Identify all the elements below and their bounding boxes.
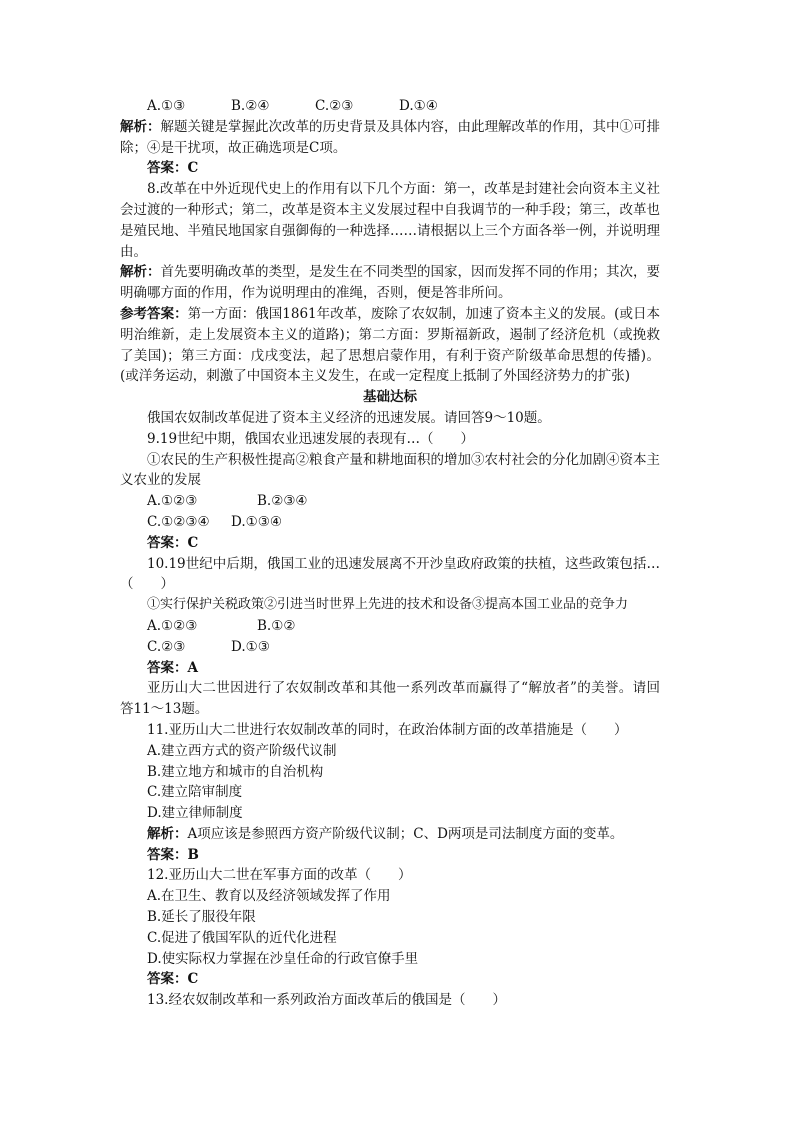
q11-option-b: B.建立地方和城市的自治机构 [147,763,324,780]
analysis-label: 解析： [120,118,161,135]
analysis-text: 解题关键是掌握此次改革的历史背景及具体内容，由此理解改革的作用，其中①可排除；④是干扰项，故正确选项是C项。 [120,118,660,156]
q12-answer: 答案：C [147,971,199,988]
q7-options [120,96,660,117]
q8-stem: 8.改革在中外近现代史上的作用有以下几个方面：第一，改革是封建社会向资本主义社会过渡的一种形式；第二，改革是资本主义发展过程中自我调节的一种手段；第三，改革也是殖民地、半殖民地国家自强御侮的一种选择……请根据以上三个方面各举一例，并说明理由。 [120,181,660,260]
option-c: C.②③ [147,638,186,655]
q10-options-ab [120,616,660,637]
q7-analysis [120,117,660,159]
intro-11-13: 亚历山大二世因进行了农奴制改革和其他一系列改革而赢得了“解放者”的美誉。请回答11～13题。 [120,680,660,718]
q11-option-d: D.建立律师制度 [147,805,243,822]
reference-answer-text: 第一方面：俄国1861年改革，废除了农奴制，加速了资本主义的发展。(或日本明治维新，走上发展资本主义的道路)；第二方面：罗斯福新政，遏制了经济危机（或挽救了美国)；第三方面：戊戌变法，起了思想启蒙作用，有利于资产阶级革命思想的传播)。(或洋务运动，刺激了中国资本主义发生，在或一定程度上抵制了外国经济势力的扩张) [120,305,661,385]
q10-stem: 10.19世纪中后期，俄国工业的迅速发展离不开沙皇政府政策的扶植，这些政策包括…（ ） [120,555,660,593]
analysis-text: A项应该是参照西方资产阶级代议制；C、D两项是司法制度方面的变革。 [187,825,624,842]
reference-answer-label: 参考答案： [120,305,188,322]
analysis-label: 解析： [147,825,188,842]
q13-stem: 13.经农奴制改革和一系列政治方面改革后的俄国是（ ） [147,992,506,1009]
q8-analysis [120,262,660,304]
q12-option-b: B.延长了服役年限 [147,909,256,926]
option-a: A.①②③ [147,617,198,634]
option-d: D.①③ [231,638,270,655]
q9-options-ab [120,491,660,512]
intro-9-10: 俄国农奴制改革促进了资本主义经济的迅速发展。请回答9～10题。 [147,409,551,426]
option-c: C.①②③④ [147,513,210,530]
q11-analysis [120,824,660,845]
q9-stem: 9.19世纪中期，俄国农业迅速发展的表现有…（ ） [147,430,475,447]
analysis-text: 首先要明确改革的类型，是发生在不同类型的国家，因而发挥不同的作用；其次，要明确哪方面的作用，作为说明理由的准绳，否则，便是答非所问。 [120,264,660,302]
q10-items: ①实行保护关税政策②引进当时世界上先进的技术和设备③提高本国工业品的竞争力 [147,597,629,613]
option-b: B.②③④ [257,493,308,510]
q10-options-cd [120,637,660,658]
option-a: A.①②③ [147,493,198,510]
q12-option-d: D.使实际权力掌握在沙皇任命的行政官僚手里 [147,950,419,967]
q11-answer: 答案：B [147,846,199,863]
option-b: B.①② [257,617,296,634]
q9-items: ①农民的生产积极性提高②粮食产量和耕地面积的增加③农村社会的分化加剧④资本主义农业的发展 [120,451,660,489]
q9-options-cd [120,512,660,533]
q12-option-c: C.促进了俄国军队的近代化进程 [147,929,337,946]
option-d: D.①④ [399,98,438,114]
section-title: 基础达标 [363,389,417,406]
q12-stem: 12.亚历山大二世在军事方面的改革（ ） [147,867,412,884]
q11-stem: 11.亚历山大二世进行农奴制改革的同时，在政治体制方面的改革措施是（ ） [147,721,628,738]
q9-answer: 答案：C [147,534,199,551]
option-d: D.①③④ [231,513,282,530]
document-page [120,96,660,1011]
analysis-label: 解析： [120,264,161,281]
option-c: C.②③ [315,98,354,114]
q11-option-a: A.建立西方式的资产阶级代议制 [147,742,337,759]
q12-option-a: A.在卫生、教育以及经济领域发挥了作用 [147,888,391,905]
q8-reference-answer [120,304,660,387]
option-a: A.①③ [147,98,186,114]
q10-answer: 答案：A [147,659,198,676]
option-b: B.②④ [231,98,270,114]
q11-option-c: C.建立陪审制度 [147,784,243,801]
q7-answer: 答案：C [147,160,199,177]
